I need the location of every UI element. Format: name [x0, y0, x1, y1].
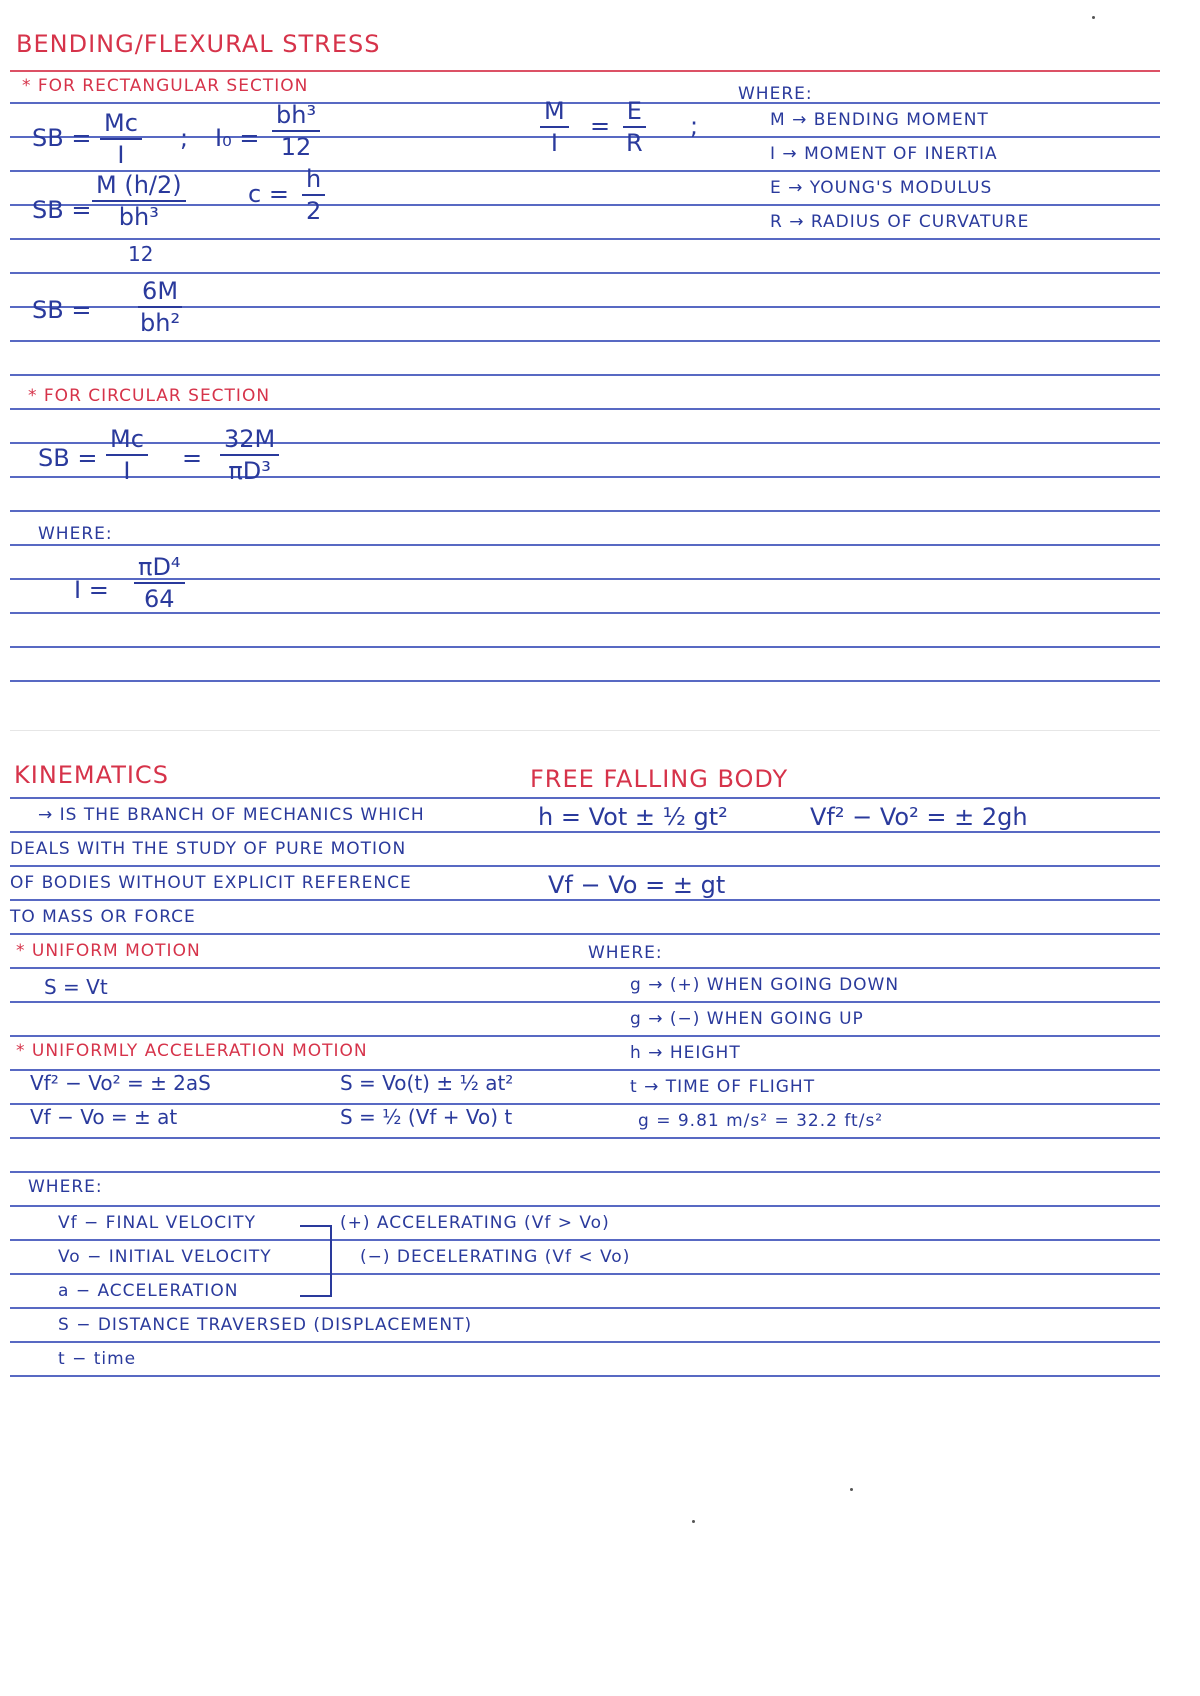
- ruled-line: [10, 102, 1160, 104]
- ruled-line: [10, 476, 1160, 478]
- where-label: WHERE:: [38, 524, 113, 544]
- equation: S = ½ (Vf + Vo) t: [340, 1105, 513, 1129]
- ruled-line: [10, 933, 1160, 935]
- ruled-line: [10, 1375, 1160, 1377]
- decelerating-note: (−) DECELERATING (Vf < Vo): [360, 1247, 631, 1267]
- ruled-line: [10, 1001, 1160, 1003]
- circ-section-heading: * FOR CIRCULAR SECTION: [28, 386, 271, 406]
- speck: [850, 1488, 853, 1491]
- denominator: 64: [144, 585, 175, 613]
- denominator-twelve: 12: [128, 242, 154, 266]
- ruled-line: [10, 680, 1160, 682]
- denominator: bh³: [118, 203, 159, 231]
- numerator: 32M: [220, 424, 279, 456]
- definition-item: g = 9.81 m/s² = 32.2 ft/s²: [638, 1111, 884, 1131]
- notebook-page-bending: [10, 0, 1160, 715]
- fraction-pid4-over-64: [134, 552, 185, 614]
- ruled-line: [10, 1273, 1160, 1275]
- equals-sign: =: [182, 444, 203, 472]
- ruled-line: [10, 967, 1160, 969]
- numerator: bh³: [272, 100, 320, 132]
- equation: h = Vot ± ½ gt²: [538, 803, 728, 831]
- accelerating-note: (+) ACCELERATING (Vf > Vo): [340, 1213, 610, 1233]
- ruled-line: [10, 865, 1160, 867]
- ruled-line: [10, 340, 1160, 342]
- notebook-page-kinematics: [10, 730, 1160, 1456]
- denominator: bh²: [140, 309, 181, 337]
- variable-item: a − ACCELERATION: [58, 1281, 239, 1301]
- variable-item: Vf − FINAL VELOCITY: [58, 1213, 256, 1233]
- ruled-line: [10, 899, 1160, 901]
- ruled-line: [10, 1171, 1160, 1173]
- numerator: M (h/2): [92, 170, 186, 202]
- description-line: DEALS WITH THE STUDY OF PURE MOTION: [10, 839, 407, 859]
- bracket-connector: [300, 1225, 332, 1297]
- bending-title: BENDING/FLEXURAL STRESS: [16, 30, 381, 58]
- ruled-line: [10, 797, 1160, 799]
- denominator: πD³: [228, 457, 271, 485]
- definition-item: g → (+) WHEN GOING DOWN: [630, 975, 900, 995]
- margin-rule: [10, 70, 1160, 72]
- fraction-6m-over-bh2: [136, 276, 184, 338]
- ruled-line: [10, 646, 1160, 648]
- where-label: WHERE:: [28, 1177, 103, 1197]
- denominator: I: [117, 141, 125, 169]
- where-label: WHERE:: [588, 943, 663, 963]
- sb-label: SB =: [32, 196, 92, 224]
- fraction-32m-over-pid3: [220, 424, 279, 486]
- numerator: πD⁴: [134, 552, 185, 584]
- equation: Vf − Vo = ± at: [30, 1105, 178, 1129]
- definition-item: g → (−) WHEN GOING UP: [630, 1009, 864, 1029]
- fraction-bh3-over-12: [272, 100, 320, 162]
- variable-item: S − DISTANCE TRAVERSED (DISPLACEMENT): [58, 1315, 473, 1335]
- fraction-h-over-2: [302, 164, 325, 226]
- ruled-line: [10, 510, 1160, 512]
- variable-item: t − time: [58, 1349, 137, 1369]
- fraction-e-over-r: [622, 96, 647, 158]
- numerator: M: [540, 96, 569, 128]
- denominator: 12: [280, 133, 312, 161]
- equation: Vf − Vo = ± gt: [548, 871, 726, 899]
- ruled-line: [10, 374, 1160, 376]
- numerator: Mc: [106, 424, 148, 456]
- definition-item: M → BENDING MOMENT: [770, 110, 989, 130]
- uniform-motion-heading: * UNIFORM MOTION: [16, 941, 201, 961]
- numerator: 6M: [138, 276, 182, 308]
- rect-section-heading: * FOR RECTANGULAR SECTION: [22, 76, 309, 96]
- denominator: R: [626, 129, 643, 157]
- description-line: OF BODIES WITHOUT EXPLICIT REFERENCE: [10, 873, 412, 893]
- denominator: I: [550, 129, 558, 157]
- numerator: Mc: [100, 108, 142, 140]
- ruled-line: [10, 238, 1160, 240]
- numerator: h: [302, 164, 325, 196]
- variable-item: Vo − INITIAL VELOCITY: [58, 1247, 272, 1267]
- ruled-line: [10, 831, 1160, 833]
- ruled-line: [10, 1035, 1160, 1037]
- ruled-line: [10, 408, 1160, 410]
- fraction-mh2-over-bh3-12: [92, 170, 186, 232]
- definition-item: I → MOMENT OF INERTIA: [770, 144, 998, 164]
- fraction-m-over-i: [540, 96, 569, 158]
- definition-item: h → HEIGHT: [630, 1043, 741, 1063]
- ruled-line: [10, 1341, 1160, 1343]
- sb-label: SB =: [38, 444, 98, 472]
- speck: [1092, 16, 1095, 19]
- ruled-line: [10, 544, 1160, 546]
- fraction-mc-over-i: [100, 108, 142, 170]
- ruled-line: [10, 1205, 1160, 1207]
- separator: ;: [180, 124, 189, 152]
- denominator: 2: [306, 197, 322, 225]
- free-fall-title: FREE FALLING BODY: [530, 765, 789, 793]
- uniform-motion-equation: S = Vt: [44, 975, 108, 999]
- ruled-line: [10, 272, 1160, 274]
- equation: S = Vo(t) ± ½ at²: [340, 1071, 514, 1095]
- fraction-mc-over-i: [106, 424, 148, 486]
- i-label: I =: [74, 576, 109, 604]
- description-line: → IS THE BRANCH OF MECHANICS WHICH: [38, 805, 425, 825]
- equals-sign: =: [590, 112, 611, 140]
- definition-item: E → YOUNG'S MODULUS: [770, 178, 993, 198]
- equation: Vf² − Vo² = ± 2aS: [30, 1071, 211, 1095]
- ruled-line: [10, 1307, 1160, 1309]
- sb-label: SB =: [32, 296, 92, 324]
- c-label: c =: [248, 180, 289, 208]
- description-line: TO MASS OR FORCE: [10, 907, 196, 927]
- definition-item: t → TIME OF FLIGHT: [630, 1077, 816, 1097]
- io-label: I₀ =: [215, 124, 260, 152]
- ruled-line: [10, 1103, 1160, 1105]
- where-label: WHERE:: [738, 84, 813, 104]
- kinematics-title: KINEMATICS: [14, 761, 169, 789]
- accelerated-motion-heading: * UNIFORMLY ACCELERATION MOTION: [16, 1041, 368, 1061]
- sb-label: SB =: [32, 124, 92, 152]
- definition-item: R → RADIUS OF CURVATURE: [770, 212, 1030, 232]
- equation: Vf² − Vo² = ± 2gh: [810, 803, 1028, 831]
- ruled-line: [10, 1239, 1160, 1241]
- numerator: E: [623, 96, 646, 128]
- ruled-line: [10, 1137, 1160, 1139]
- separator: ;: [690, 112, 699, 140]
- denominator: I: [123, 457, 131, 485]
- speck: [692, 1520, 695, 1523]
